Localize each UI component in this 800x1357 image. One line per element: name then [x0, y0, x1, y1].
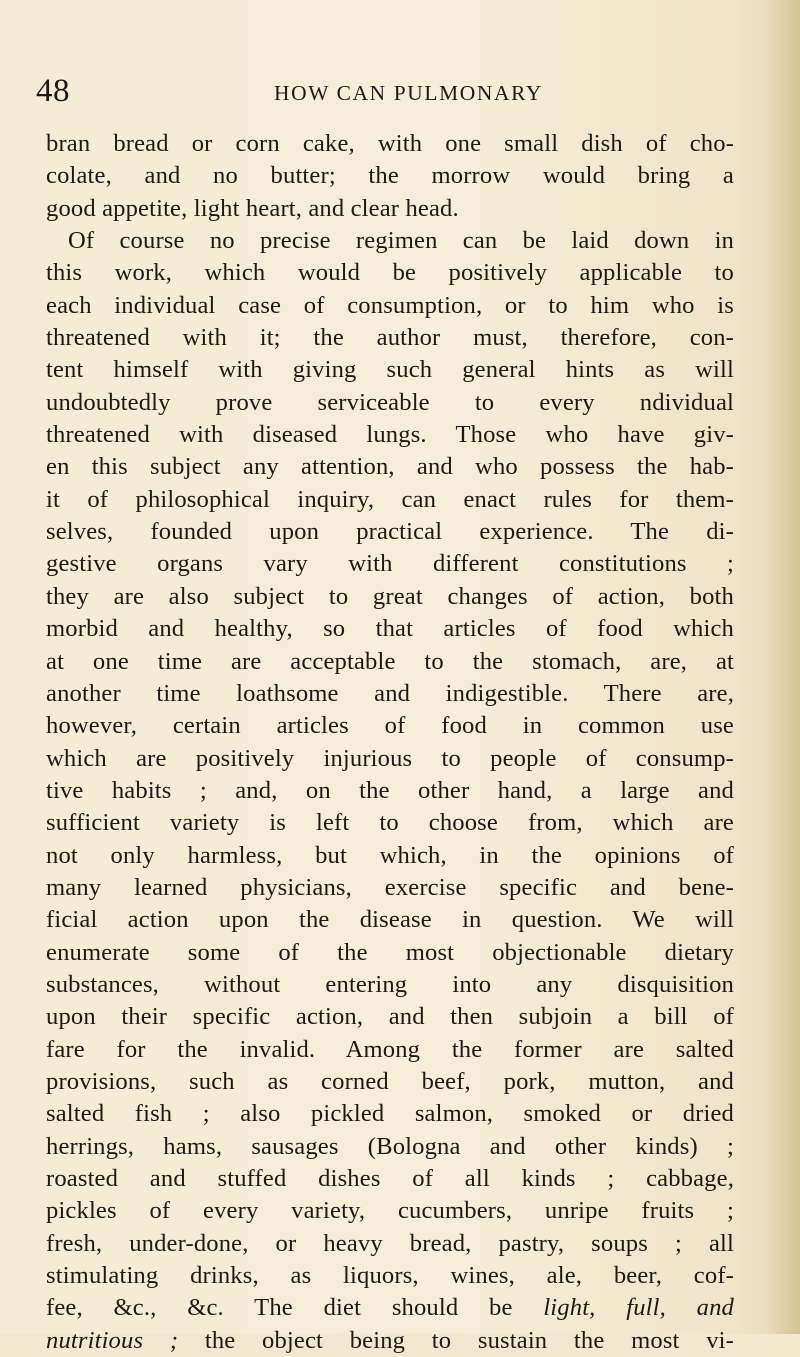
text-line: this work, which would be positively applicable to [46, 259, 734, 287]
text-line: en this subject any attention, and who possess the hab- [46, 453, 734, 481]
text-line: sufficient variety is left to choose from, which are [46, 809, 734, 837]
text-line: they are also subject to great changes of action, both [46, 582, 734, 610]
text-line: threatened with it; the author must, therefore, con- [46, 324, 734, 352]
text-line: not only harmless, but which, in the opinions of [46, 841, 734, 869]
text-line: enumerate some of the most objectionable dietary [46, 938, 734, 966]
text-line: tent himself with giving such general hints as will [46, 356, 734, 384]
text-line: another time loathsome and indigestible. There are, [46, 679, 734, 707]
text-line: gestive organs vary with different constitutions ; [46, 550, 734, 578]
text-line: at one time are acceptable to the stomach, are, at [46, 647, 734, 675]
text-line: fresh, under-done, or heavy bread, pastry, soups ; all [46, 1229, 734, 1257]
text-line: however, certain articles of food in common use [46, 712, 734, 740]
running-head [36, 50, 756, 110]
italic-phrase: light, full, and [543, 1294, 734, 1322]
text-line: provisions, such as corned beef, pork, mutton, and [46, 1067, 734, 1095]
text-line: colate, and no butter; the morrow would bring a [46, 162, 734, 190]
text-segment: fee, &c., &c. The diet should be [46, 1294, 544, 1322]
text-line: bran bread or corn cake, with one small dish of cho- [46, 130, 734, 157]
text-line: Of course no precise regimen can be laid down in [68, 227, 734, 255]
text-line: good appetite, light heart, and clear head. [46, 194, 459, 222]
text-line: tive habits ; and, on the other hand, a large and [46, 776, 734, 804]
text-line-mixed [46, 1325, 734, 1357]
page-number: 48 [36, 73, 70, 109]
text-line-mixed [46, 1292, 734, 1324]
body-text [46, 128, 734, 1354]
text-line: substances, without entering into any disquisition [46, 970, 734, 998]
text-line: which are positively injurious to people of consump- [46, 744, 734, 772]
text-line: fare for the invalid. Among the former are salted [46, 1035, 734, 1063]
text-line: morbid and healthy, so that articles of food which [46, 615, 734, 643]
text-line: pickles of every variety, cucumbers, unripe fruits ; [46, 1197, 734, 1225]
page-edge-stain [766, 0, 800, 1334]
text-line: stimulating drinks, as liquors, wines, ale, beer, cof- [46, 1262, 734, 1290]
text-line: many learned physicians, exercise specific and bene- [46, 873, 734, 901]
text-line: herrings, hams, sausages (Bologna and other kinds) ; [46, 1132, 734, 1160]
text-line: undoubtedly prove serviceable to every ndividual [46, 388, 734, 416]
text-line: upon their specific action, and then subjoin a bill of [46, 1003, 734, 1031]
italic-phrase: nutritious ; [46, 1326, 179, 1354]
text-line: salted fish ; also pickled salmon, smoked or dried [46, 1100, 734, 1128]
text-line: each individual case of consumption, or to him who is [46, 291, 734, 319]
text-line: it of philosophical inquiry, can enact rules for them- [46, 485, 734, 513]
text-line: threatened with diseased lungs. Those who have giv- [46, 421, 734, 449]
text-line: ficial action upon the disease in question. We will [46, 906, 734, 934]
text-line: selves, founded upon practical experience. The di- [46, 518, 734, 546]
text-line: roasted and stuffed dishes of all kinds ; cabbage, [46, 1165, 734, 1192]
running-head-title: HOW CAN PULMONARY [274, 81, 543, 105]
text-segment: the object being to sustain the most vi- [178, 1326, 734, 1354]
